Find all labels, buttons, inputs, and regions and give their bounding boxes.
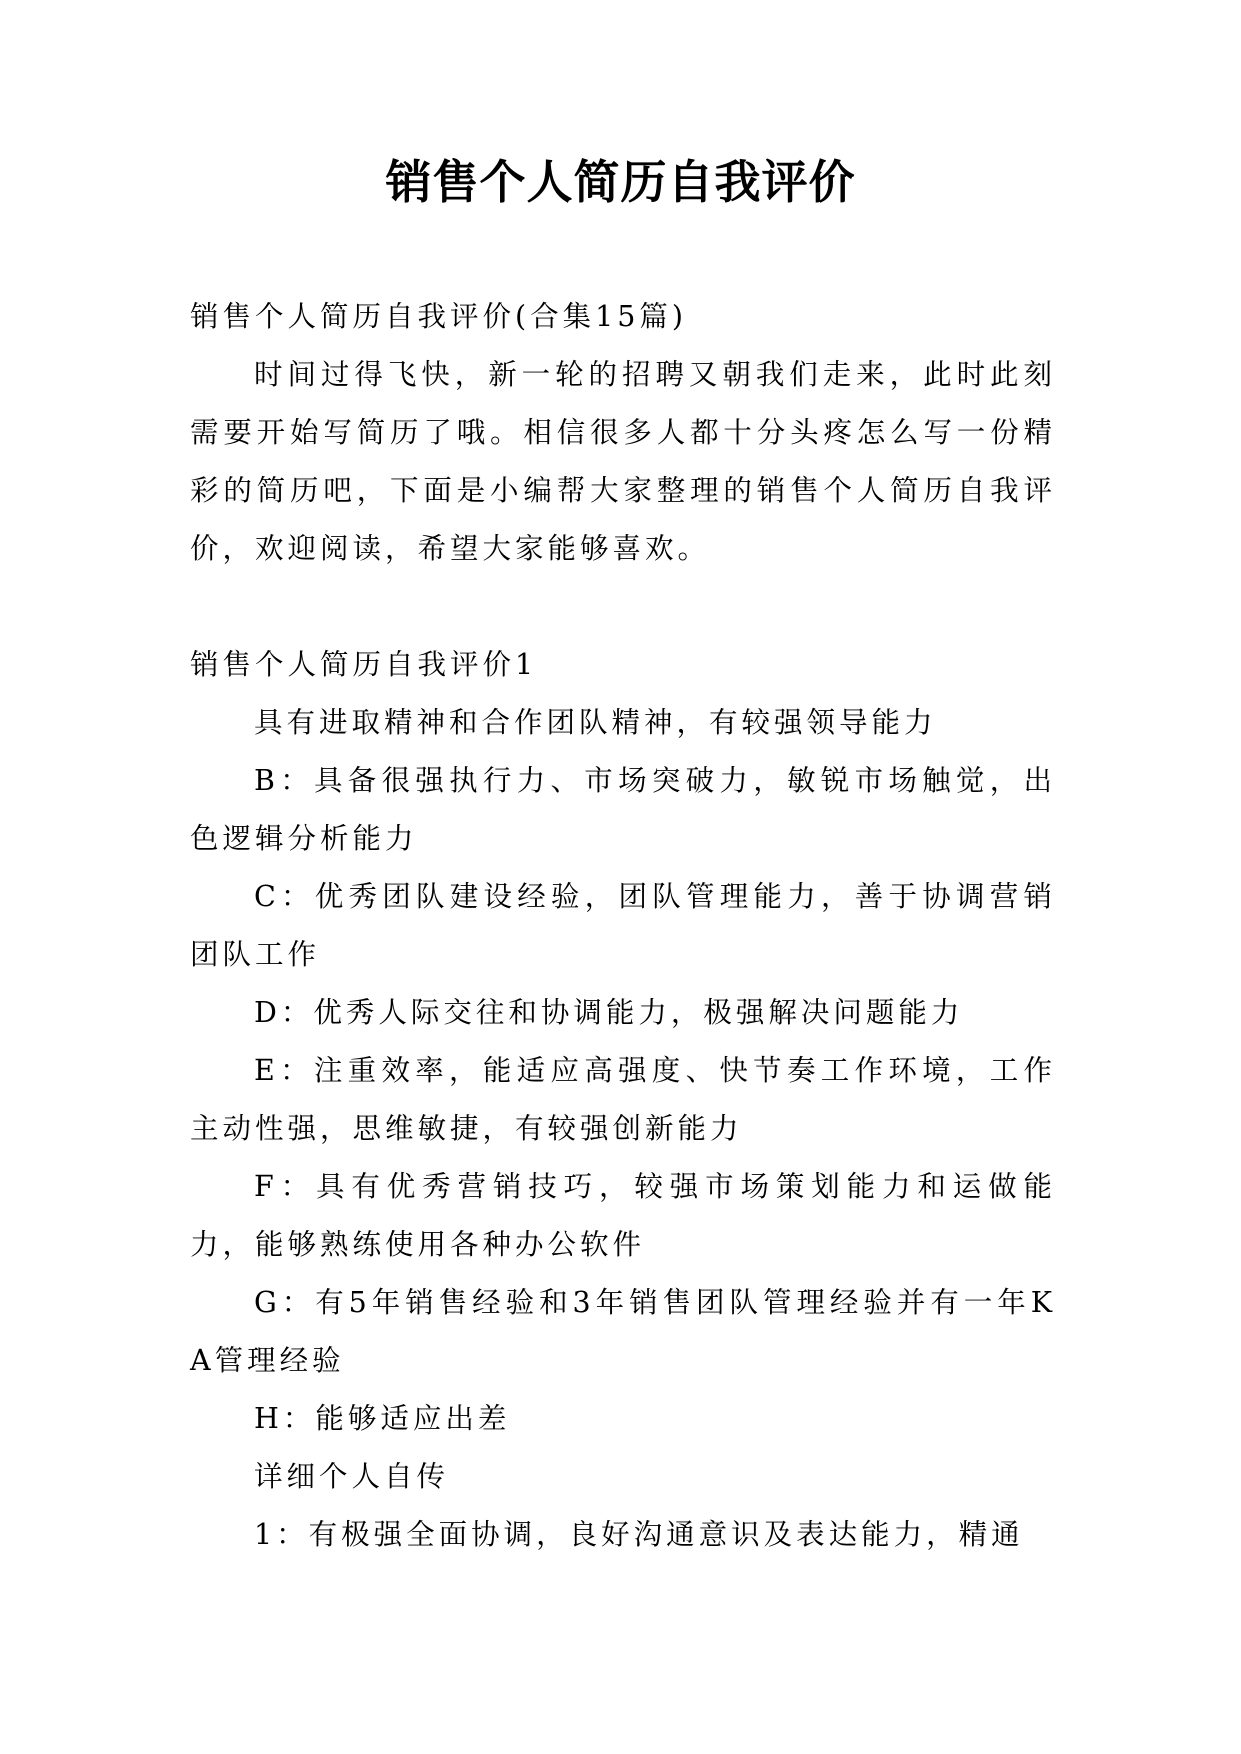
document-body: [190, 288, 1056, 1564]
document-title: 销售个人简历自我评价: [385, 155, 856, 209]
document-subtitle: 销售个人简历自我评价(合集15篇): [190, 300, 688, 333]
paragraph-spacer: [190, 578, 1056, 636]
paragraph: C：优秀团队建设经验，团队管理能力，善于协调营销团队工作: [190, 880, 1056, 971]
paragraph: H：能够适应出差: [254, 1402, 511, 1435]
paragraph: 具有进取精神和合作团队精神，有较强领导能力: [254, 706, 937, 739]
section-heading: 销售个人简历自我评价1: [190, 648, 538, 681]
paragraph: G：有5年销售经验和3年销售团队管理经验并有一年KA管理经验: [190, 1286, 1056, 1377]
paragraph: 详细个人自传: [254, 1460, 450, 1493]
intro-paragraph: 时间过得飞快，新一轮的招聘又朝我们走来，此时此刻需要开始写简历了哦。相信很多人都十分头疼怎么写一份精彩的简历吧，下面是小编帮大家整理的销售个人简历自我评价，欢迎阅读，希望大家能够喜欢。: [190, 358, 1056, 565]
paragraph: F：具有优秀营销技巧，较强市场策划能力和运做能力，能够熟练使用各种办公软件: [190, 1170, 1056, 1261]
paragraph: B：具备很强执行力、市场突破力，敏锐市场触觉，出色逻辑分析能力: [190, 764, 1056, 855]
paragraph: D：优秀人际交往和协调能力，极强解决问题能力: [254, 996, 964, 1029]
paragraph: 1：有极强全面协调，良好沟通意识及表达能力，精通: [254, 1518, 1024, 1551]
paragraph: E：注重效率，能适应高强度、快节奏工作环境，工作主动性强，思维敏捷，有较强创新能力: [190, 1054, 1056, 1145]
